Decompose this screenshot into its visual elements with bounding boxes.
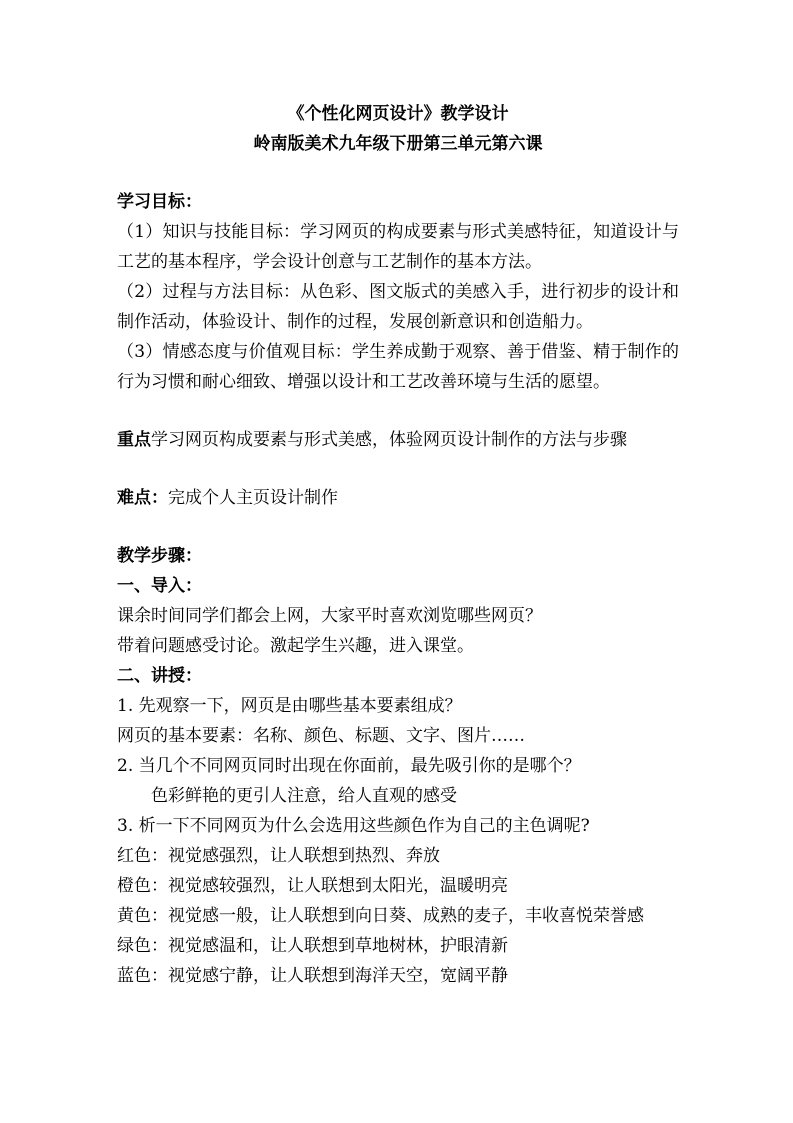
- lecture-heading: 二、讲授：: [117, 666, 202, 686]
- color-orange: 橙色：视觉感较强烈，让人联想到太阳光，温暖明亮: [117, 876, 508, 896]
- document-content: [117, 99, 679, 991]
- objective-item-1: （1）知识与技能目标：学习网页的构成要素与形式美感特征，知道设计与工艺的基本程序，学会设计创意与工艺制作的基本方法。: [117, 222, 679, 272]
- document-title: 《个性化网页设计》教学设计: [287, 104, 509, 124]
- lecture-line-3: 2. 当几个不同网页同时出现在你面前，最先吸引你的是哪个？: [117, 756, 581, 776]
- objectives-heading: 学习目标：: [117, 192, 202, 212]
- spacer: [117, 513, 679, 541]
- spacer: [117, 159, 679, 187]
- lecture-line-4: 3. 析一下不同网页为什么会选用这些颜色作为自己的主色调呢?: [117, 816, 590, 836]
- intro-line-1: 课余时间同学们都会上网，大家平时喜欢浏览哪些网页？: [117, 606, 542, 626]
- difficulty-label: 难点：: [117, 488, 168, 508]
- color-green: 绿色：视觉感温和，让人联想到草地树林，护眼清新: [117, 936, 508, 956]
- color-yellow: 黄色：视觉感一般，让人联想到向日葵、成熟的麦子，丰收喜悦荣誉感: [117, 906, 644, 926]
- intro-line-2: 带着问题感受讨论。激起学生兴趣，进入课堂。: [117, 636, 474, 656]
- key-point-label: 重点: [117, 430, 151, 450]
- spacer: [117, 455, 679, 483]
- spacer: [117, 397, 679, 425]
- intro-heading: 一、导入：: [117, 576, 202, 596]
- color-red: 红色：视觉感强烈，让人联想到热烈、奔放: [117, 846, 440, 866]
- objective-item-2: （2）过程与方法目标：从色彩、图文版式的美感入手，进行初步的设计和制作活动，体验设计、制作的过程，发展创新意识和创造船力。: [117, 282, 679, 332]
- difficulty-text: 完成个人主页设计制作: [168, 488, 338, 508]
- lecture-line-2: 网页的基本要素：名称、颜色、标题、文字、图片……: [117, 726, 525, 746]
- objective-item-3: （3）情感态度与价值观目标：学生养成勤于观察、善于借鉴、精于制作的行为习惯和耐心细致、增强以设计和工艺改善环境与生活的愿望。: [117, 342, 679, 392]
- lecture-indented-line: 色彩鲜艳的更引人注意，给人直观的感受: [151, 786, 457, 806]
- color-blue: 蓝色：视觉感宁静，让人联想到海洋天空，宽阔平静: [117, 966, 508, 986]
- key-point: [117, 425, 679, 455]
- key-point-text: 学习网页构成要素与形式美感，体验网页设计制作的方法与步骤: [151, 430, 627, 450]
- difficulty: [117, 483, 679, 513]
- document-subtitle: 岭南版美术九年级下册第三单元第六课: [253, 134, 543, 154]
- lecture-line-1: 1. 先观察一下，网页是由哪些基本要素组成？: [117, 696, 462, 716]
- steps-heading: 教学步骤：: [117, 546, 202, 566]
